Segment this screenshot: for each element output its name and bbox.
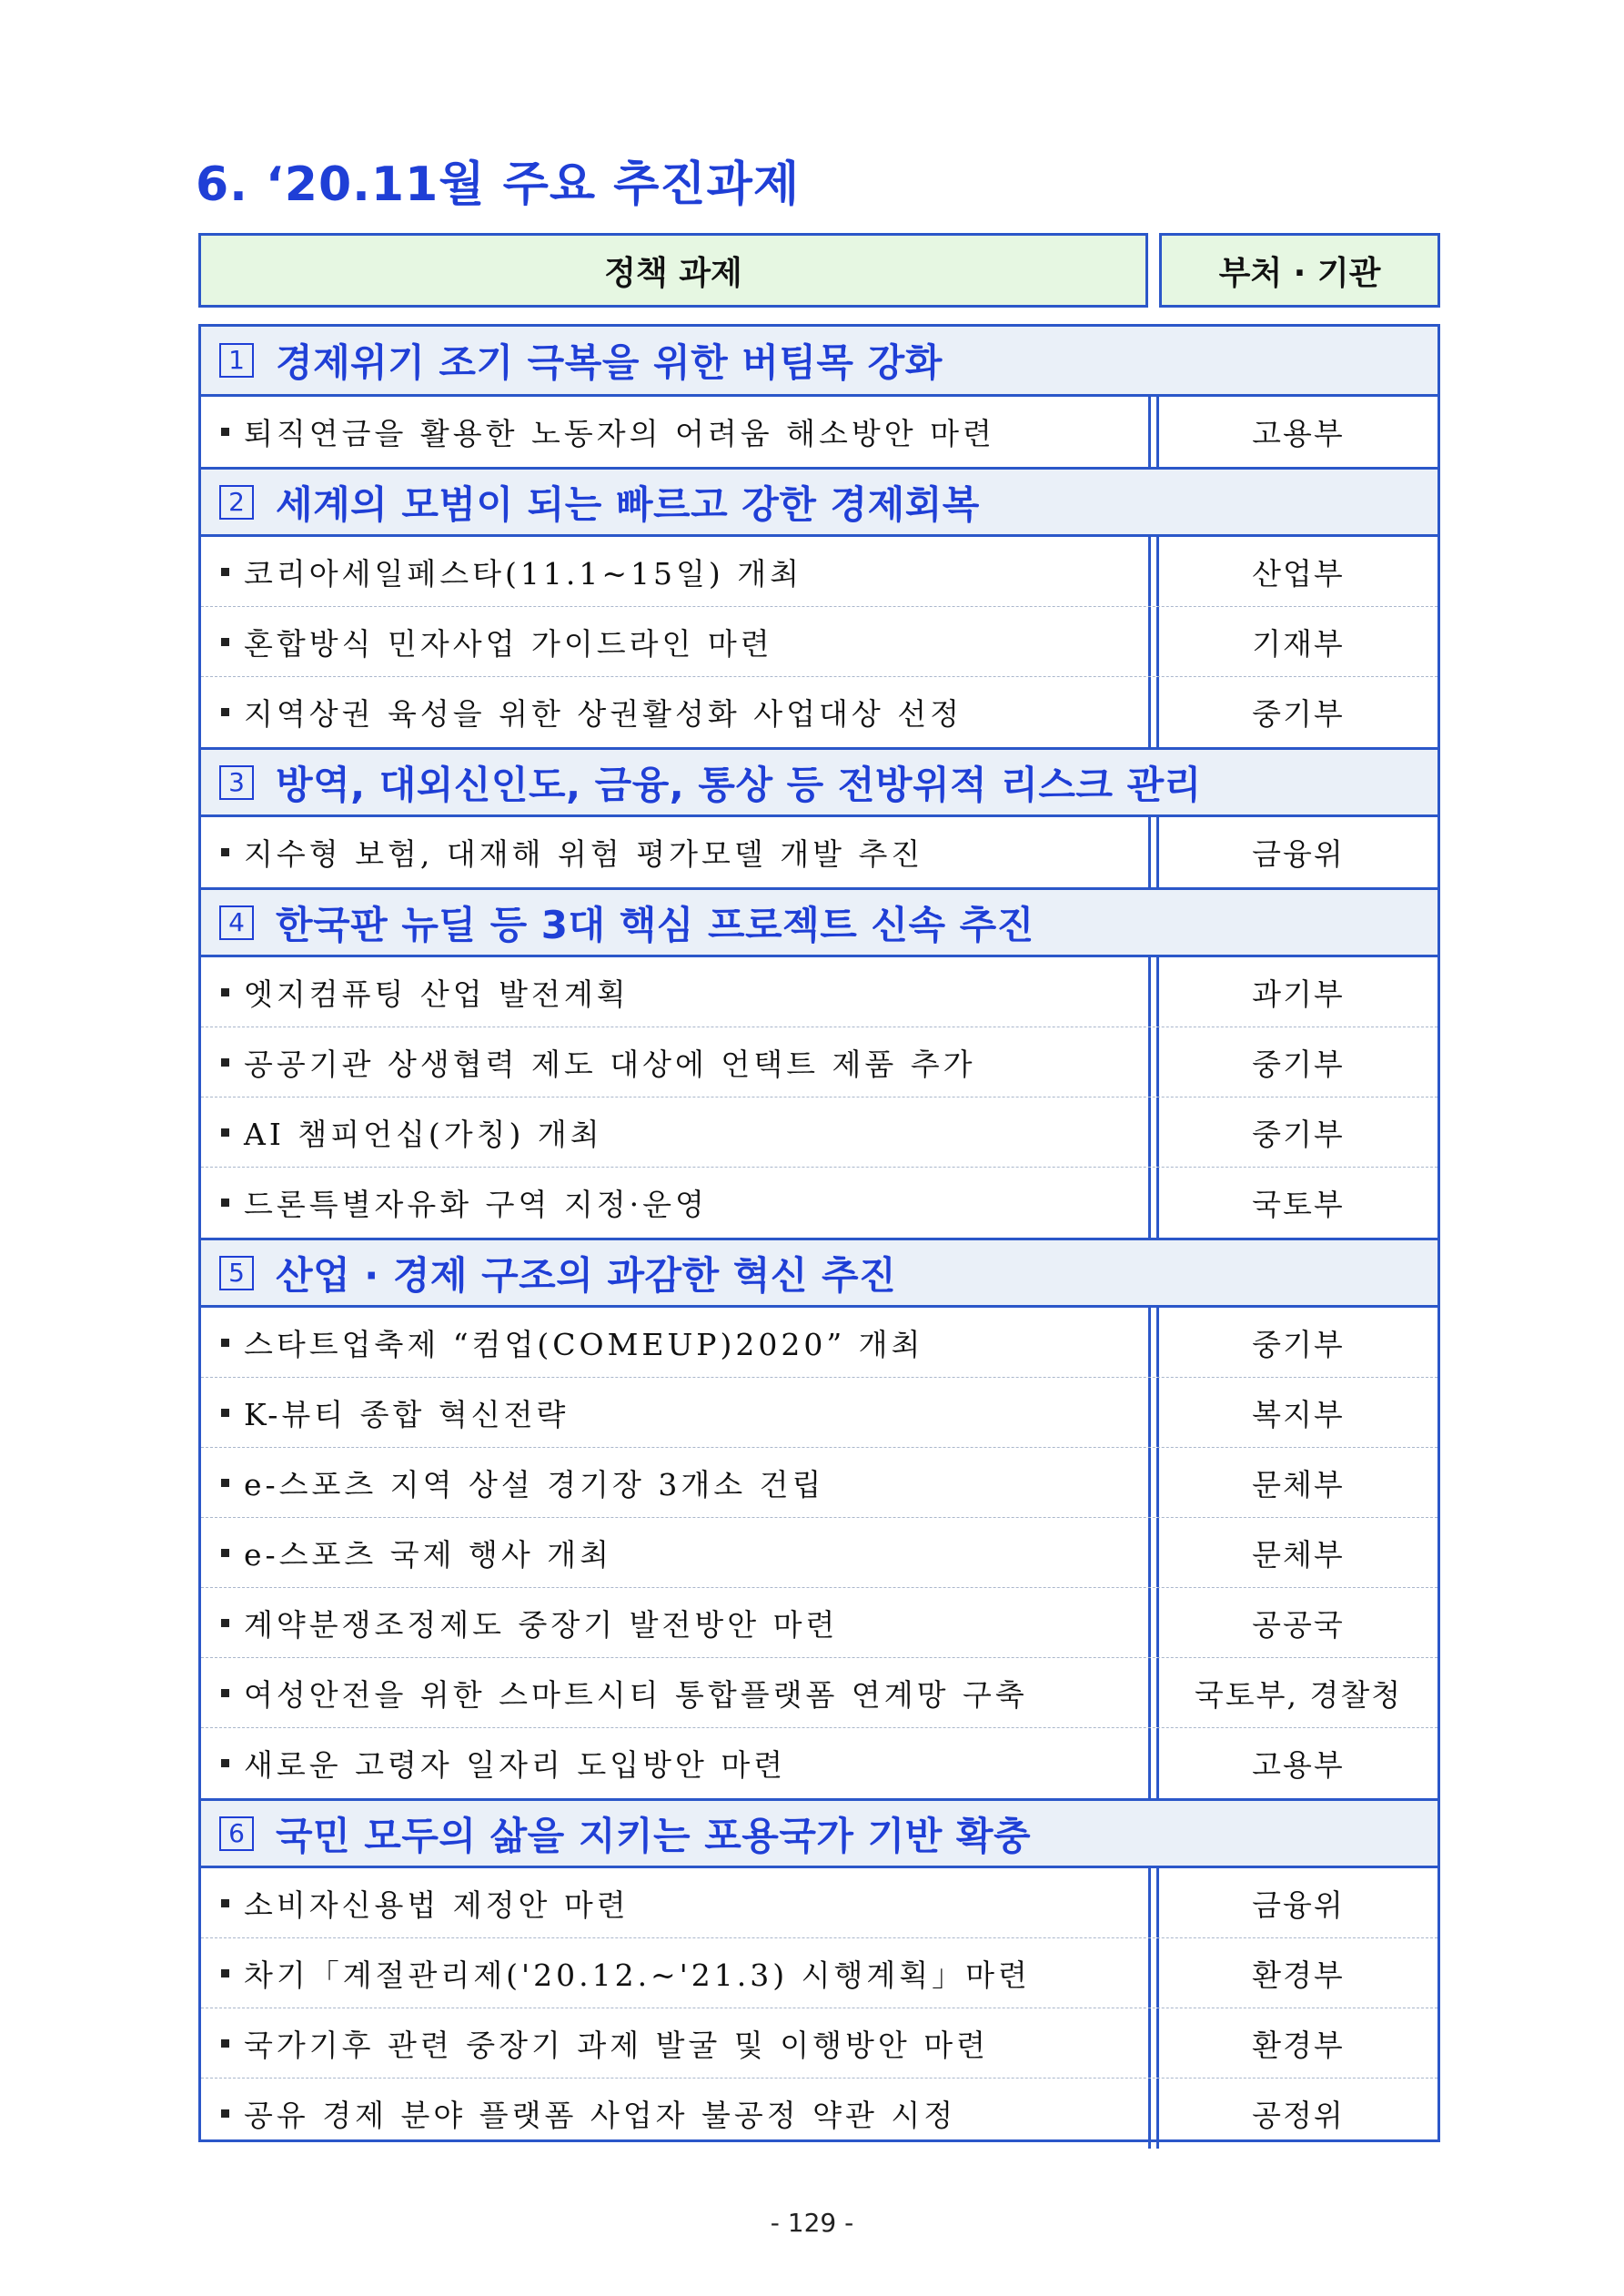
column-divider [1148,1518,1159,1587]
task-text: 스타트업축제 “컴업(COMEUP)2020” 개최 [244,1326,924,1362]
task-text: 국가기후 관련 중장기 과제 발굴 및 이행방안 마련 [244,2027,989,2063]
dept-cell: 산업부 [1252,555,1345,592]
table-row [201,677,1437,747]
bullet-icon [221,638,229,646]
task-cell [201,397,1148,467]
category-number: 5 [219,1256,254,1290]
column-divider [1148,677,1159,747]
dept-cell: 고용부 [1252,416,1345,451]
table-row [201,397,1437,467]
table-header [198,233,1440,308]
category-row-5 [201,1238,1437,1308]
dept-cell: 복지부 [1252,1396,1345,1432]
bullet-icon [221,1409,229,1417]
task-cell [201,957,1148,1027]
table-row [201,1938,1437,2008]
bullet-icon [221,848,229,856]
category-title: 방역, 대외신인도, 금융, 통상 등 전방위적 리스크 관리 [276,762,1202,807]
task-cell [201,1027,1148,1097]
column-divider [1148,397,1159,467]
task-cell [201,817,1148,887]
category-title: 세계의 모범이 되는 빠르고 강한 경제회복 [276,481,980,527]
bullet-icon [221,1969,229,1977]
table-row [201,1027,1437,1097]
category-title: 국민 모두의 삶을 지키는 포용국가 기반 확충 [276,1813,1032,1858]
bullet-icon [221,2039,229,2048]
task-text: 엣지컴퓨팅 산업 발전계획 [244,976,630,1012]
bullet-icon [221,428,229,436]
dept-cell: 문체부 [1252,1536,1345,1573]
bullet-icon [221,1619,229,1627]
column-divider [1148,1168,1159,1238]
dept-cell: 중기부 [1252,1116,1345,1152]
table-row [201,1728,1437,1798]
category-title: 산업 · 경제 구조의 과감한 혁신 추진 [276,1252,897,1298]
table-row [201,1588,1437,1658]
column-divider [1148,2079,1159,2149]
column-divider [1148,1378,1159,1447]
dept-cell: 중기부 [1252,1326,1345,1362]
task-text: 지역상권 육성을 위한 상권활성화 사업대상 선정 [244,696,963,732]
task-text: 차기「계절관리제('20.12.~'21.3) 시행계획」마련 [244,1957,1031,1993]
bullet-icon [221,568,229,576]
table-row [201,1448,1437,1518]
category-number: 1 [219,343,254,378]
task-cell [201,2079,1148,2149]
category-title: 한국판 뉴딜 등 3대 핵심 프로젝트 신속 추진 [276,902,1034,947]
task-cell [201,1097,1148,1167]
task-text: 혼합방식 민자사업 가이드라인 마련 [244,625,773,662]
bullet-icon [221,1899,229,1907]
table-row [201,1308,1437,1378]
column-divider [1148,2008,1159,2078]
column-divider [1148,957,1159,1027]
page-number: - 129 - [770,2208,854,2238]
task-text: 코리아세일페스타(11.1~15일) 개최 [244,555,803,592]
category-row-1 [201,327,1437,397]
category-number: 2 [219,485,254,520]
bullet-icon [221,1759,229,1767]
bullet-icon [221,708,229,716]
table-row [201,1378,1437,1448]
table-row [201,607,1437,677]
table-row [201,1658,1437,1728]
table-row [201,2079,1437,2149]
task-table [198,324,1440,2142]
column-divider [1148,1097,1159,1167]
column-divider [1148,817,1159,887]
dept-cell: 중기부 [1252,1046,1345,1082]
task-text: 여성안전을 위한 스마트시티 통합플랫폼 연계망 구축 [244,1676,1028,1713]
dept-cell: 국토부, 경찰청 [1194,1676,1403,1713]
task-text: 새로운 고령자 일자리 도입방안 마련 [244,1747,787,1783]
column-divider [1148,1027,1159,1097]
header-task: 정책 과제 [198,233,1148,308]
task-cell [201,1308,1148,1377]
column-divider [1148,607,1159,676]
task-text: 드론특별자유화 구역 지정·운영 [244,1187,708,1222]
category-row-6 [201,1798,1437,1868]
dept-cell: 환경부 [1252,1957,1345,1993]
task-text: AI 챔피언십(가칭) 개최 [244,1116,603,1152]
task-cell [201,1518,1148,1587]
bullet-icon [221,1199,229,1207]
dept-cell: 고용부 [1252,1747,1345,1783]
page-title: 6. ‘20.11월 주요 추진과제 [196,157,801,212]
task-cell [201,1728,1148,1798]
category-row-3 [201,747,1437,817]
table-row [201,957,1437,1027]
bullet-icon [221,1058,229,1067]
task-cell [201,1378,1148,1447]
dept-cell: 금융위 [1252,836,1345,872]
dept-cell: 기재부 [1252,625,1345,662]
task-text: e-스포츠 지역 상설 경기장 3개소 건립 [244,1466,825,1502]
column-divider [1148,537,1159,606]
task-text: 지수형 보험, 대재해 위험 평가모델 개발 추진 [244,836,924,872]
column-divider [1148,1728,1159,1798]
task-cell [201,1588,1148,1657]
category-row-4 [201,887,1437,957]
task-text: 공유 경제 분야 플랫폼 사업자 불공정 약관 시정 [244,2098,957,2133]
table-row [201,1097,1437,1168]
bullet-icon [221,1549,229,1557]
column-divider [1148,1448,1159,1517]
table-row [201,817,1437,887]
task-cell [201,537,1148,606]
task-text: 퇴직연금을 활용한 노동자의 어려움 해소방안 마련 [244,416,995,451]
bullet-icon [221,1128,229,1137]
category-title: 경제위기 조기 극복을 위한 버팀목 강화 [276,340,943,385]
task-cell [201,1168,1148,1238]
column-divider [1148,1588,1159,1657]
task-cell [201,1868,1148,1937]
bullet-icon [221,988,229,996]
task-text: 소비자신용법 제정안 마련 [244,1886,630,1923]
task-cell [201,1448,1148,1517]
bullet-icon [221,2109,229,2118]
table-row [201,1168,1437,1238]
dept-cell: 환경부 [1252,2027,1345,2063]
task-text: e-스포츠 국제 행사 개최 [244,1536,613,1573]
dept-cell: 문체부 [1252,1466,1345,1502]
task-text: K-뷰티 종합 혁신전략 [244,1396,570,1432]
table-row [201,1868,1437,1938]
task-cell [201,607,1148,676]
table-row [201,2008,1437,2079]
bullet-icon [221,1339,229,1347]
bullet-icon [221,1689,229,1697]
table-row [201,1518,1437,1588]
dept-cell: 과기부 [1252,976,1345,1012]
category-number: 6 [219,1816,254,1851]
task-cell [201,2008,1148,2078]
header-dept: 부처 · 기관 [1159,233,1440,308]
dept-cell: 중기부 [1252,696,1345,732]
column-divider [1148,1308,1159,1377]
dept-cell: 공정위 [1252,2098,1345,2133]
task-cell [201,1938,1148,2008]
dept-cell: 국토부 [1252,1187,1345,1222]
dept-cell: 공공국 [1252,1606,1345,1643]
dept-cell: 금융위 [1252,1886,1345,1923]
table-row [201,537,1437,607]
category-row-2 [201,467,1437,537]
task-cell [201,1658,1148,1727]
task-cell [201,677,1148,747]
column-divider [1148,1658,1159,1727]
task-text: 공공기관 상생협력 제도 대상에 언택트 제품 추가 [244,1046,976,1082]
category-number: 3 [219,765,254,800]
category-number: 4 [219,905,254,940]
column-divider [1148,1868,1159,1937]
column-divider [1148,1938,1159,2008]
bullet-icon [221,1479,229,1487]
task-text: 계약분쟁조정제도 중장기 발전방안 마련 [244,1606,839,1643]
